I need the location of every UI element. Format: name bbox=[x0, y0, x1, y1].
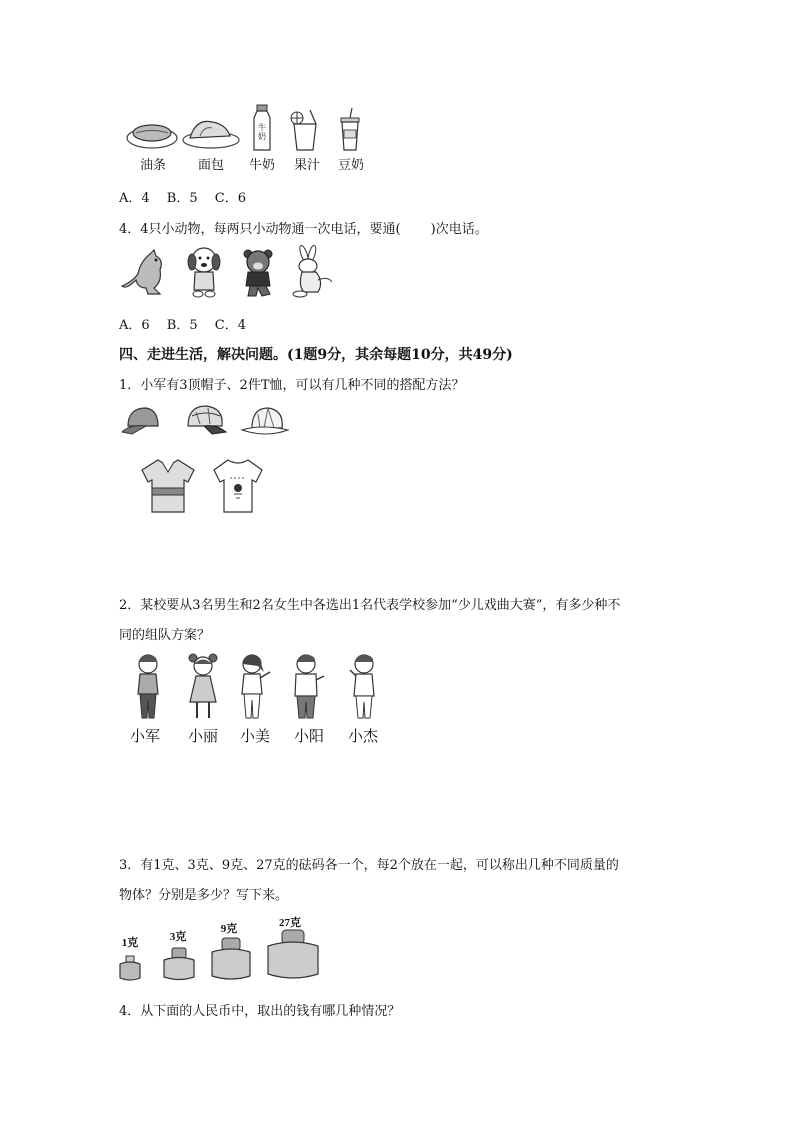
weight-label-3g: 3克 bbox=[169, 931, 187, 943]
weight-1g-icon bbox=[118, 954, 142, 982]
boy-xiaojie-icon bbox=[346, 652, 382, 722]
weight-label-9g: 9克 bbox=[220, 923, 238, 935]
girl-xiaomei-icon bbox=[236, 652, 272, 722]
child-label-xiaojun: 小军 bbox=[129, 727, 160, 745]
problem1-text: 1．小军有3顶帽子、2件T恤，可以有几种不同的搭配方法？ bbox=[119, 378, 465, 393]
cap-icon-1 bbox=[120, 404, 164, 436]
cap-icon-2 bbox=[182, 404, 228, 438]
milk-carton-text-top: 牛奶 bbox=[258, 123, 266, 141]
problem2-line2: 同的组队方案？ bbox=[119, 628, 211, 643]
tshirt-icon-2 bbox=[212, 458, 264, 514]
child-label-xiaoyang: 小阳 bbox=[293, 727, 324, 745]
section4-heading: 四、走进生活，解决问题。(1题9分，其余每题10分，共49分) bbox=[119, 347, 513, 363]
food-label-youtiao: 油条 bbox=[139, 158, 166, 173]
child-label-xiaojie: 小杰 bbox=[347, 727, 378, 745]
weight-3g-icon bbox=[162, 946, 196, 982]
food-label-milk: 牛奶 bbox=[248, 158, 275, 173]
soy-milk-cup-icon bbox=[338, 108, 362, 152]
weight-9g-icon bbox=[210, 936, 252, 982]
problem2-line1: 2．某校要从3名男生和2名女生中各选出1名代表学校参加“少儿戏曲大赛”，有多少种不 bbox=[119, 598, 621, 613]
juice-glass-icon bbox=[288, 110, 322, 152]
weight-27g-icon bbox=[266, 928, 320, 982]
dog-icon bbox=[184, 246, 224, 298]
q4-text-after: )次电话。 bbox=[430, 222, 488, 237]
q3-options: A．4 B．5 C．6 bbox=[119, 191, 246, 206]
boy-xiaojun-icon bbox=[132, 652, 164, 722]
youtiao-icon bbox=[126, 116, 178, 150]
rabbit-icon bbox=[288, 246, 334, 298]
q4-text-before: 4．4只小动物，每两只小动物通一次电话，要通( bbox=[119, 222, 401, 237]
problem4-text: 4．从下面的人民币中，取出的钱有哪几种情况？ bbox=[119, 1004, 401, 1019]
food-label-bread: 面包 bbox=[197, 158, 224, 173]
bear-icon bbox=[238, 248, 278, 298]
cap-icon-3 bbox=[240, 406, 290, 438]
q4-options: A．6 B．5 C．4 bbox=[119, 318, 246, 333]
food-label-juice: 果汁 bbox=[293, 158, 320, 173]
problem3-line1: 3．有1克、3克、9克、27克的砝码各一个，每2个放在一起，可以称出几种不同质量的 bbox=[119, 858, 619, 873]
weight-label-27g: 27克 bbox=[279, 917, 301, 929]
child-label-xiaoli: 小丽 bbox=[187, 727, 218, 745]
q4-question bbox=[119, 218, 488, 237]
kangaroo-icon bbox=[120, 248, 170, 298]
food-label-soymilk: 豆奶 bbox=[337, 158, 364, 173]
girl-xiaoli-icon bbox=[186, 652, 220, 722]
milk-bottle-icon bbox=[250, 104, 274, 152]
child-label-xiaomei: 小美 bbox=[239, 727, 270, 745]
shirt-icon-1 bbox=[140, 458, 196, 514]
weight-label-1g: 1克 bbox=[121, 937, 139, 949]
boy-xiaoyang-icon bbox=[290, 652, 326, 722]
bread-icon bbox=[182, 112, 240, 150]
problem3-line2: 物体？分别是多少？写下来。 bbox=[119, 888, 289, 903]
